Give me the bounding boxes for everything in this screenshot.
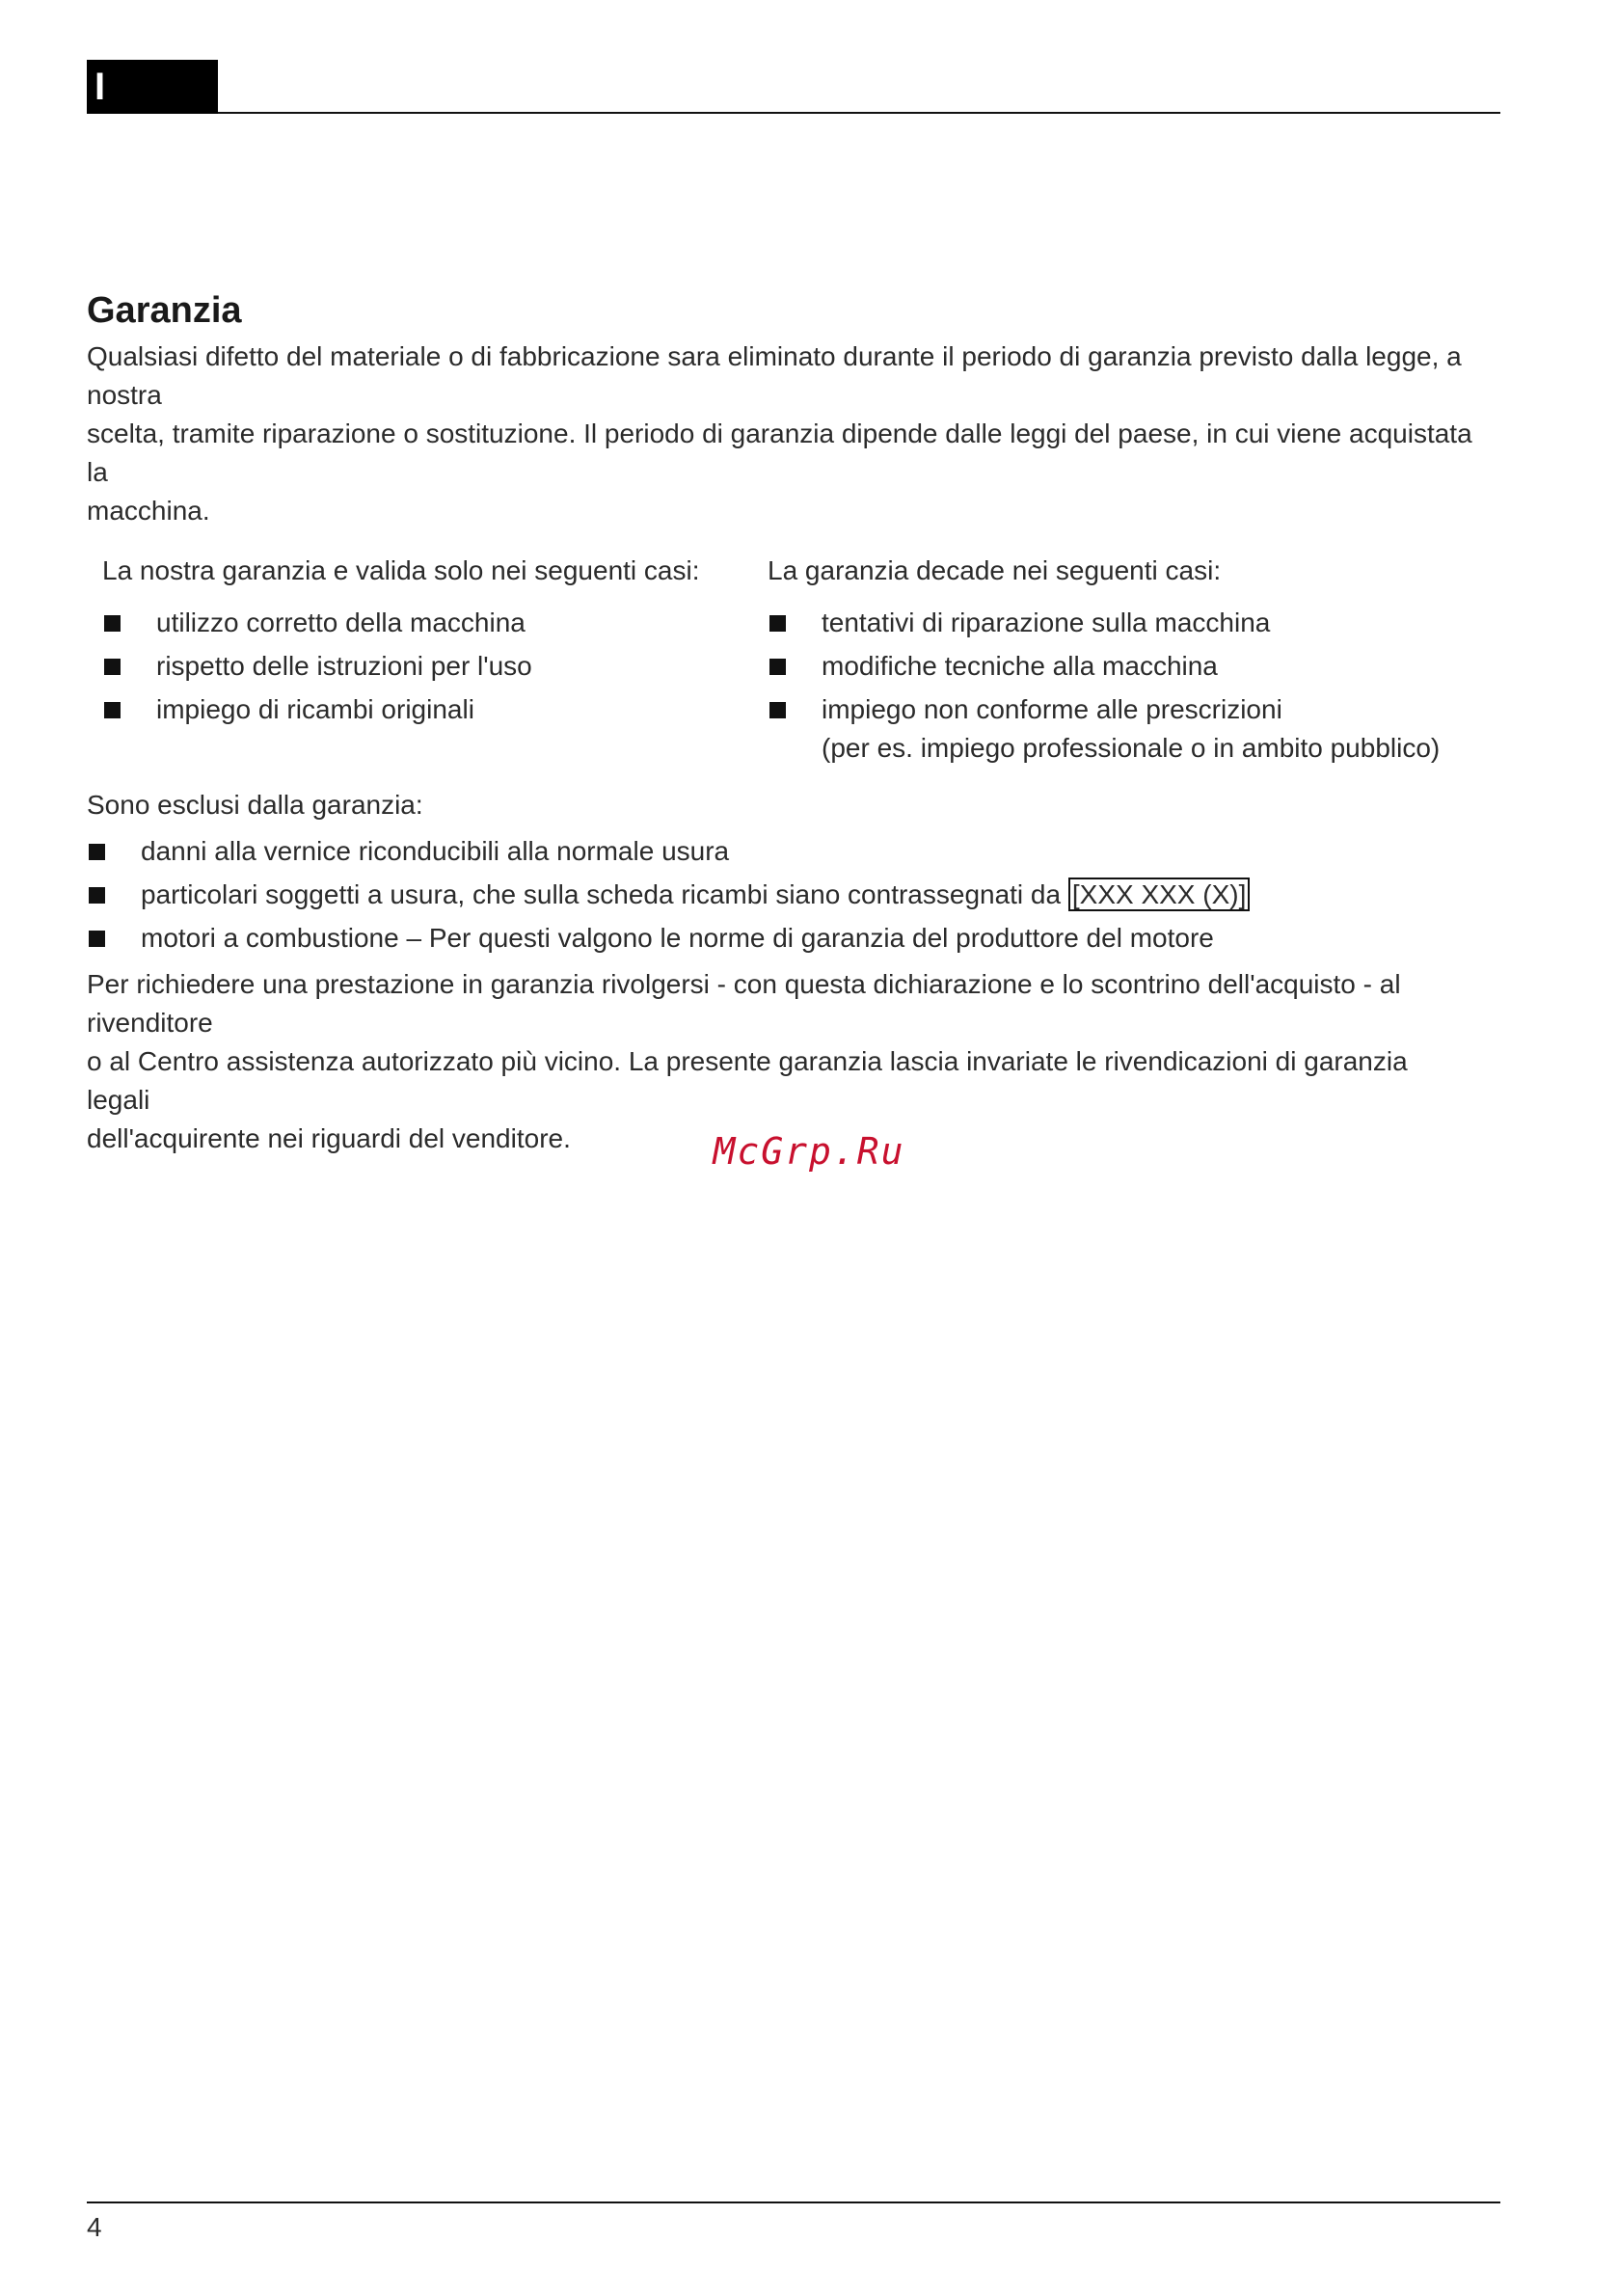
closing-line: Per richiedere una prestazione in garanzia rivolgersi - con questa dichiarazione e lo scontrino dell'acquisto - al rivenditore (87, 969, 1401, 1038)
list-item-text: utilizzo corretto della macchina (156, 608, 526, 637)
list-item (102, 647, 768, 686)
void-conditions (768, 552, 1475, 772)
section-title: Garanzia (87, 290, 242, 331)
square-bullet-icon (89, 887, 105, 904)
list-item-text: danni alla vernice riconducibili alla normale usura (141, 836, 730, 866)
void-list (768, 604, 1475, 768)
square-bullet-icon (769, 702, 786, 718)
closing-line: dell'acquirente nei riguardi del venditore. (87, 1123, 571, 1153)
list-item-text: rispetto delle istruzioni per l'uso (156, 651, 532, 681)
list-item (102, 690, 768, 729)
square-bullet-icon (104, 702, 121, 718)
list-item (87, 832, 1475, 871)
watermark-text: McGrp.Ru (713, 1130, 905, 1173)
valid-conditions (87, 552, 768, 772)
square-bullet-icon (89, 844, 105, 860)
excluded-list (87, 832, 1475, 958)
footer-rule (87, 2201, 1500, 2203)
list-item (87, 919, 1475, 958)
list-item-text: tentativi di riparazione sulla macchina (822, 608, 1271, 637)
list-item-text: particolari soggetti a usura, che sulla scheda ricambi siano contrassegnati da (141, 879, 1062, 909)
square-bullet-icon (104, 659, 121, 675)
warranty-section (87, 287, 1475, 1158)
list-item (87, 876, 1475, 914)
list-item-text: motori a combustione – Per questi valgono le norme di garanzia del produttore del motore (141, 923, 1214, 953)
square-bullet-icon (104, 615, 121, 632)
square-bullet-icon (89, 931, 105, 947)
part-code-box: [XXX XXX (X)] (1068, 878, 1251, 911)
list-item-text: modifiche tecniche alla macchina (822, 651, 1218, 681)
list-item-text: impiego di ricambi originali (156, 694, 474, 724)
list-item (768, 647, 1475, 686)
list-item (768, 604, 1475, 642)
intro-line: scelta, tramite riparazione o sostituzione. Il periodo di garanzia dipende dalle leggi del paese, in cui viene acquistata la (87, 419, 1472, 487)
conditions-columns (87, 552, 1475, 772)
valid-heading: La nostra garanzia e valida solo nei seguenti casi: (102, 555, 700, 585)
excluded-heading: Sono esclusi dalla garanzia: (87, 790, 423, 820)
square-bullet-icon (769, 615, 786, 632)
list-item-subtext: (per es. impiego professionale o in ambito pubblico) (822, 733, 1441, 763)
list-item (768, 690, 1475, 768)
intro-paragraph (87, 338, 1475, 530)
square-bullet-icon (769, 659, 786, 675)
intro-line: Qualsiasi difetto del materiale o di fabbricazione sara eliminato durante il periodo di garanzia previsto dalla legge, a nostra (87, 341, 1462, 410)
intro-line: macchina. (87, 496, 210, 526)
closing-line: o al Centro assistenza autorizzato più vicino. La presente garanzia lascia invariate le rivendicazioni di garanzia legali (87, 1046, 1408, 1115)
list-item (102, 604, 768, 642)
header-rule (218, 112, 1500, 114)
closing-paragraph (87, 965, 1475, 1158)
void-heading: La garanzia decade nei seguenti casi: (768, 555, 1222, 585)
list-item-text: impiego non conforme alle prescrizioni (822, 694, 1282, 724)
valid-list (102, 604, 768, 729)
page-number: 4 (87, 2212, 102, 2242)
language-tab: I (87, 60, 218, 114)
